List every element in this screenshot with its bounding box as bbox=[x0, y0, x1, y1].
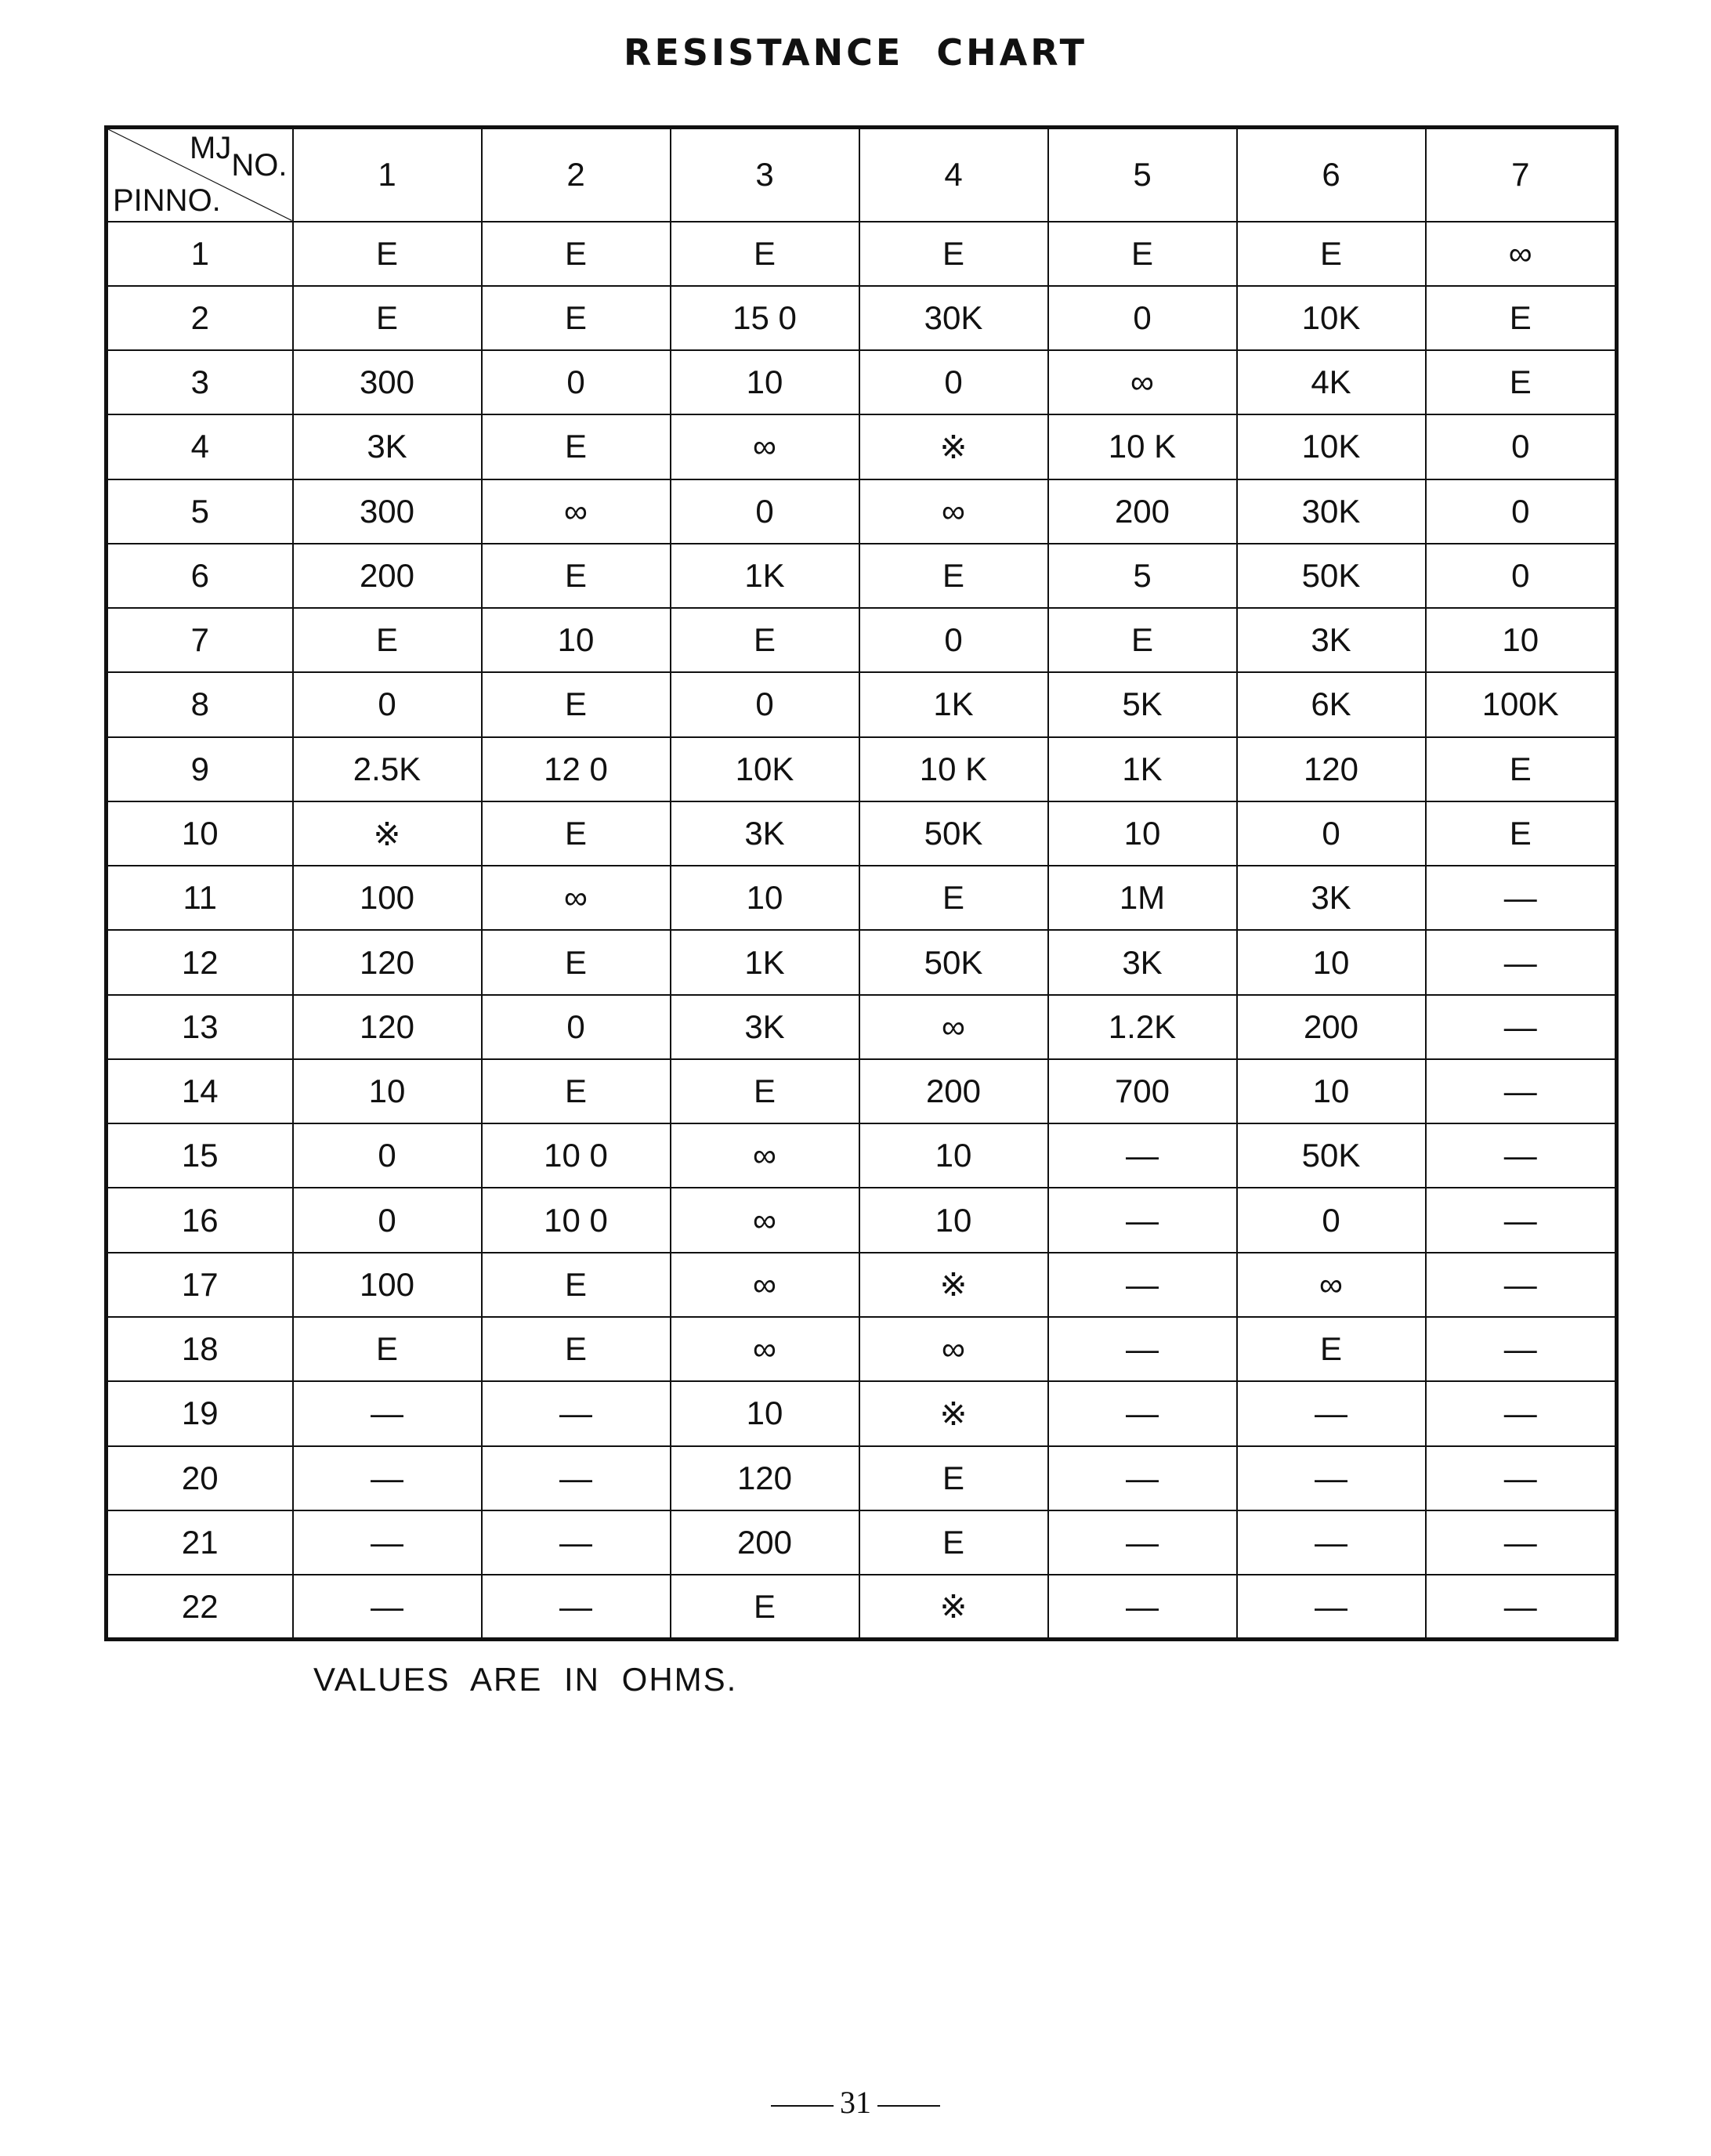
resistance-value-cell: E bbox=[859, 222, 1048, 286]
table-row bbox=[107, 672, 1617, 736]
page-number bbox=[0, 2084, 1711, 2121]
resistance-value-cell: 1K bbox=[671, 544, 859, 608]
resistance-value-cell: ∞ bbox=[1237, 1253, 1426, 1317]
resistance-value-cell: 1K bbox=[671, 930, 859, 994]
pin-number-cell: 10 bbox=[107, 801, 293, 866]
table-row bbox=[107, 1123, 1617, 1188]
resistance-value-cell: E bbox=[1237, 222, 1426, 286]
resistance-value-cell: — bbox=[1426, 1253, 1617, 1317]
resistance-value-cell: 120 bbox=[293, 930, 482, 994]
pin-number-cell: 1 bbox=[107, 222, 293, 286]
resistance-value-cell: 50K bbox=[1237, 1123, 1426, 1188]
resistance-value-cell: 10K bbox=[671, 737, 859, 801]
column-header: 1 bbox=[293, 128, 482, 222]
table-row bbox=[107, 1575, 1617, 1639]
pin-number-cell: 19 bbox=[107, 1381, 293, 1445]
corner-mj-label: MJNO. bbox=[190, 131, 288, 183]
resistance-value-cell: 0 bbox=[293, 1123, 482, 1188]
resistance-value-cell: — bbox=[1048, 1317, 1237, 1381]
resistance-value-cell: ※ bbox=[293, 801, 482, 866]
resistance-value-cell: — bbox=[293, 1510, 482, 1575]
resistance-value-cell: 0 bbox=[1426, 544, 1617, 608]
resistance-value-cell: 10 bbox=[671, 1381, 859, 1445]
resistance-value-cell: E bbox=[671, 1059, 859, 1123]
table-row bbox=[107, 414, 1617, 479]
resistance-value-cell: ∞ bbox=[671, 414, 859, 479]
resistance-value-cell: 10 bbox=[859, 1188, 1048, 1252]
resistance-value-cell: — bbox=[293, 1446, 482, 1510]
resistance-value-cell: 100 bbox=[293, 1253, 482, 1317]
resistance-value-cell: 2.5K bbox=[293, 737, 482, 801]
resistance-value-cell: — bbox=[1426, 1510, 1617, 1575]
resistance-value-cell: — bbox=[1048, 1510, 1237, 1575]
resistance-value-cell: ∞ bbox=[671, 1253, 859, 1317]
pin-number-cell: 4 bbox=[107, 414, 293, 479]
resistance-value-cell: E bbox=[1426, 350, 1617, 414]
resistance-value-cell: — bbox=[482, 1575, 671, 1639]
resistance-value-cell: — bbox=[1048, 1446, 1237, 1510]
resistance-value-cell: 0 bbox=[293, 672, 482, 736]
resistance-value-cell: E bbox=[482, 1253, 671, 1317]
pin-number-cell: 3 bbox=[107, 350, 293, 414]
resistance-value-cell: 0 bbox=[293, 1188, 482, 1252]
table-row bbox=[107, 544, 1617, 608]
pin-number-cell: 12 bbox=[107, 930, 293, 994]
resistance-value-cell: 10 bbox=[1426, 608, 1617, 672]
resistance-value-cell: — bbox=[482, 1446, 671, 1510]
resistance-value-cell: 0 bbox=[1237, 801, 1426, 866]
resistance-value-cell: ※ bbox=[859, 414, 1048, 479]
resistance-value-cell: 700 bbox=[1048, 1059, 1237, 1123]
resistance-value-cell: 300 bbox=[293, 479, 482, 544]
resistance-value-cell: 0 bbox=[1237, 1188, 1426, 1252]
corner-header-cell bbox=[107, 128, 293, 222]
resistance-value-cell: 50K bbox=[859, 801, 1048, 866]
table-row bbox=[107, 1381, 1617, 1445]
resistance-value-cell: E bbox=[482, 286, 671, 350]
resistance-value-cell: 200 bbox=[859, 1059, 1048, 1123]
resistance-value-cell: — bbox=[293, 1575, 482, 1639]
resistance-value-cell: — bbox=[482, 1510, 671, 1575]
table-row bbox=[107, 1059, 1617, 1123]
resistance-value-cell: 10 0 bbox=[482, 1188, 671, 1252]
pin-number-cell: 6 bbox=[107, 544, 293, 608]
resistance-value-cell: E bbox=[293, 286, 482, 350]
pin-number-cell: 7 bbox=[107, 608, 293, 672]
resistance-value-cell: 3K bbox=[1237, 608, 1426, 672]
resistance-value-cell: ※ bbox=[859, 1253, 1048, 1317]
resistance-value-cell: — bbox=[1048, 1575, 1237, 1639]
resistance-value-cell: 10 bbox=[1048, 801, 1237, 866]
resistance-value-cell: — bbox=[1426, 995, 1617, 1059]
resistance-value-cell: — bbox=[1426, 866, 1617, 930]
resistance-value-cell: E bbox=[859, 866, 1048, 930]
resistance-value-cell: 5 bbox=[1048, 544, 1237, 608]
resistance-value-cell: ※ bbox=[859, 1381, 1048, 1445]
pin-number-cell: 18 bbox=[107, 1317, 293, 1381]
table-row bbox=[107, 737, 1617, 801]
page-title: RESISTANCE CHART bbox=[624, 31, 1087, 74]
resistance-value-cell: 5K bbox=[1048, 672, 1237, 736]
resistance-value-cell: E bbox=[1048, 222, 1237, 286]
corner-no-label: NO. bbox=[231, 148, 288, 183]
table-row bbox=[107, 1253, 1617, 1317]
resistance-value-cell: E bbox=[1048, 608, 1237, 672]
resistance-value-cell: 0 bbox=[671, 672, 859, 736]
pin-number-cell: 9 bbox=[107, 737, 293, 801]
resistance-value-cell: — bbox=[1237, 1381, 1426, 1445]
resistance-value-cell: 1K bbox=[859, 672, 1048, 736]
corner-pin-label: PINNO. bbox=[113, 183, 221, 218]
resistance-value-cell: 3K bbox=[1048, 930, 1237, 994]
resistance-value-cell: 0 bbox=[1426, 479, 1617, 544]
resistance-value-cell: ∞ bbox=[671, 1123, 859, 1188]
resistance-value-cell: E bbox=[671, 222, 859, 286]
resistance-value-cell: 10 bbox=[482, 608, 671, 672]
pin-number-cell: 5 bbox=[107, 479, 293, 544]
resistance-value-cell: 120 bbox=[671, 1446, 859, 1510]
resistance-value-cell: 3K bbox=[293, 414, 482, 479]
resistance-value-cell: 200 bbox=[671, 1510, 859, 1575]
pin-number-cell: 14 bbox=[107, 1059, 293, 1123]
pin-number-cell: 15 bbox=[107, 1123, 293, 1188]
resistance-value-cell: ∞ bbox=[859, 995, 1048, 1059]
column-header: 5 bbox=[1048, 128, 1237, 222]
column-header: 2 bbox=[482, 128, 671, 222]
resistance-value-cell: 200 bbox=[1237, 995, 1426, 1059]
resistance-value-cell: 50K bbox=[859, 930, 1048, 994]
pin-number-cell: 8 bbox=[107, 672, 293, 736]
table-row bbox=[107, 222, 1617, 286]
resistance-value-cell: 0 bbox=[671, 479, 859, 544]
header-row bbox=[107, 128, 1617, 222]
resistance-value-cell: 120 bbox=[1237, 737, 1426, 801]
resistance-value-cell: 10 bbox=[1237, 1059, 1426, 1123]
resistance-value-cell: 10 bbox=[671, 350, 859, 414]
resistance-value-cell: ∞ bbox=[482, 866, 671, 930]
resistance-value-cell: E bbox=[482, 414, 671, 479]
resistance-value-cell: ∞ bbox=[859, 1317, 1048, 1381]
resistance-value-cell: 1K bbox=[1048, 737, 1237, 801]
resistance-value-cell: 0 bbox=[1426, 414, 1617, 479]
resistance-value-cell: E bbox=[482, 801, 671, 866]
resistance-value-cell: 0 bbox=[482, 995, 671, 1059]
resistance-value-cell: E bbox=[482, 1317, 671, 1381]
table-row bbox=[107, 1188, 1617, 1252]
resistance-value-cell: E bbox=[482, 544, 671, 608]
resistance-value-cell: 3K bbox=[671, 995, 859, 1059]
page-number-dash-right bbox=[877, 2105, 940, 2107]
column-header: 3 bbox=[671, 128, 859, 222]
resistance-value-cell: 1M bbox=[1048, 866, 1237, 930]
resistance-value-cell: ∞ bbox=[482, 479, 671, 544]
resistance-value-cell: E bbox=[859, 544, 1048, 608]
column-header: 4 bbox=[859, 128, 1048, 222]
resistance-value-cell: 50K bbox=[1237, 544, 1426, 608]
resistance-value-cell: 30K bbox=[859, 286, 1048, 350]
table-row bbox=[107, 1317, 1617, 1381]
resistance-value-cell: 15 0 bbox=[671, 286, 859, 350]
resistance-value-cell: 120 bbox=[293, 995, 482, 1059]
resistance-value-cell: — bbox=[1048, 1253, 1237, 1317]
pin-number-cell: 22 bbox=[107, 1575, 293, 1639]
table-row bbox=[107, 1510, 1617, 1575]
resistance-value-cell: E bbox=[293, 608, 482, 672]
table-row bbox=[107, 286, 1617, 350]
resistance-value-cell: 12 0 bbox=[482, 737, 671, 801]
resistance-value-cell: 10 0 bbox=[482, 1123, 671, 1188]
resistance-value-cell: — bbox=[1048, 1123, 1237, 1188]
resistance-value-cell: 30K bbox=[1237, 479, 1426, 544]
resistance-value-cell: — bbox=[1237, 1446, 1426, 1510]
resistance-value-cell: E bbox=[482, 222, 671, 286]
resistance-value-cell: 10 bbox=[671, 866, 859, 930]
table-row bbox=[107, 608, 1617, 672]
resistance-value-cell: ∞ bbox=[1048, 350, 1237, 414]
resistance-value-cell: — bbox=[1237, 1510, 1426, 1575]
table-row bbox=[107, 350, 1617, 414]
pin-number-cell: 21 bbox=[107, 1510, 293, 1575]
column-header: 6 bbox=[1237, 128, 1426, 222]
resistance-value-cell: 200 bbox=[293, 544, 482, 608]
page-number-dash-left bbox=[771, 2105, 834, 2107]
table-row bbox=[107, 1446, 1617, 1510]
resistance-value-cell: — bbox=[1426, 1059, 1617, 1123]
resistance-value-cell: 10 bbox=[293, 1059, 482, 1123]
resistance-value-cell: 10 K bbox=[859, 737, 1048, 801]
resistance-value-cell: 0 bbox=[1048, 286, 1237, 350]
resistance-value-cell: E bbox=[859, 1446, 1048, 1510]
resistance-value-cell: — bbox=[1426, 1446, 1617, 1510]
resistance-value-cell: 10K bbox=[1237, 414, 1426, 479]
resistance-value-cell: — bbox=[1426, 1123, 1617, 1188]
resistance-value-cell: — bbox=[1426, 1317, 1617, 1381]
resistance-value-cell: — bbox=[1048, 1381, 1237, 1445]
pin-number-cell: 20 bbox=[107, 1446, 293, 1510]
resistance-value-cell: 10K bbox=[1237, 286, 1426, 350]
pin-number-cell: 2 bbox=[107, 286, 293, 350]
resistance-value-cell: 10 bbox=[859, 1123, 1048, 1188]
resistance-value-cell: 0 bbox=[859, 608, 1048, 672]
resistance-value-cell: 3K bbox=[1237, 866, 1426, 930]
resistance-value-cell: E bbox=[1426, 737, 1617, 801]
pin-number-cell: 13 bbox=[107, 995, 293, 1059]
resistance-value-cell: — bbox=[1426, 930, 1617, 994]
table-row bbox=[107, 479, 1617, 544]
resistance-value-cell: — bbox=[482, 1381, 671, 1445]
resistance-value-cell: 100 bbox=[293, 866, 482, 930]
pin-number-cell: 16 bbox=[107, 1188, 293, 1252]
resistance-value-cell: ※ bbox=[859, 1575, 1048, 1639]
resistance-value-cell: — bbox=[1237, 1575, 1426, 1639]
resistance-value-cell: E bbox=[482, 672, 671, 736]
resistance-value-cell: 6K bbox=[1237, 672, 1426, 736]
column-header: 7 bbox=[1426, 128, 1617, 222]
resistance-value-cell: E bbox=[859, 1510, 1048, 1575]
resistance-value-cell: 3K bbox=[671, 801, 859, 866]
resistance-value-cell: — bbox=[1426, 1188, 1617, 1252]
resistance-value-cell: E bbox=[482, 1059, 671, 1123]
resistance-value-cell: ∞ bbox=[671, 1317, 859, 1381]
resistance-value-cell: — bbox=[1048, 1188, 1237, 1252]
page-number-value: 31 bbox=[840, 2085, 871, 2120]
resistance-value-cell: 100K bbox=[1426, 672, 1617, 736]
table-row bbox=[107, 930, 1617, 994]
resistance-value-cell: — bbox=[1426, 1575, 1617, 1639]
resistance-value-cell: E bbox=[482, 930, 671, 994]
resistance-value-cell: 300 bbox=[293, 350, 482, 414]
table-row bbox=[107, 801, 1617, 866]
resistance-value-cell: — bbox=[293, 1381, 482, 1445]
resistance-value-cell: 4K bbox=[1237, 350, 1426, 414]
resistance-value-cell: 0 bbox=[482, 350, 671, 414]
table-row bbox=[107, 995, 1617, 1059]
units-footnote: VALUES ARE IN OHMS. bbox=[313, 1661, 738, 1698]
resistance-value-cell: E bbox=[671, 608, 859, 672]
resistance-value-cell: E bbox=[671, 1575, 859, 1639]
resistance-table bbox=[104, 125, 1619, 1641]
resistance-value-cell: ∞ bbox=[859, 479, 1048, 544]
resistance-value-cell: E bbox=[1237, 1317, 1426, 1381]
resistance-value-cell: E bbox=[1426, 801, 1617, 866]
resistance-value-cell: 0 bbox=[859, 350, 1048, 414]
resistance-value-cell: E bbox=[293, 1317, 482, 1381]
resistance-value-cell: 10 K bbox=[1048, 414, 1237, 479]
resistance-value-cell: 10 bbox=[1237, 930, 1426, 994]
table-row bbox=[107, 866, 1617, 930]
resistance-value-cell: E bbox=[1426, 286, 1617, 350]
pin-number-cell: 11 bbox=[107, 866, 293, 930]
resistance-value-cell: 1.2K bbox=[1048, 995, 1237, 1059]
pin-number-cell: 17 bbox=[107, 1253, 293, 1317]
resistance-value-cell: 200 bbox=[1048, 479, 1237, 544]
table-body bbox=[107, 222, 1617, 1640]
resistance-value-cell: ∞ bbox=[1426, 222, 1617, 286]
resistance-value-cell: — bbox=[1426, 1381, 1617, 1445]
resistance-value-cell: E bbox=[293, 222, 482, 286]
resistance-value-cell: ∞ bbox=[671, 1188, 859, 1252]
